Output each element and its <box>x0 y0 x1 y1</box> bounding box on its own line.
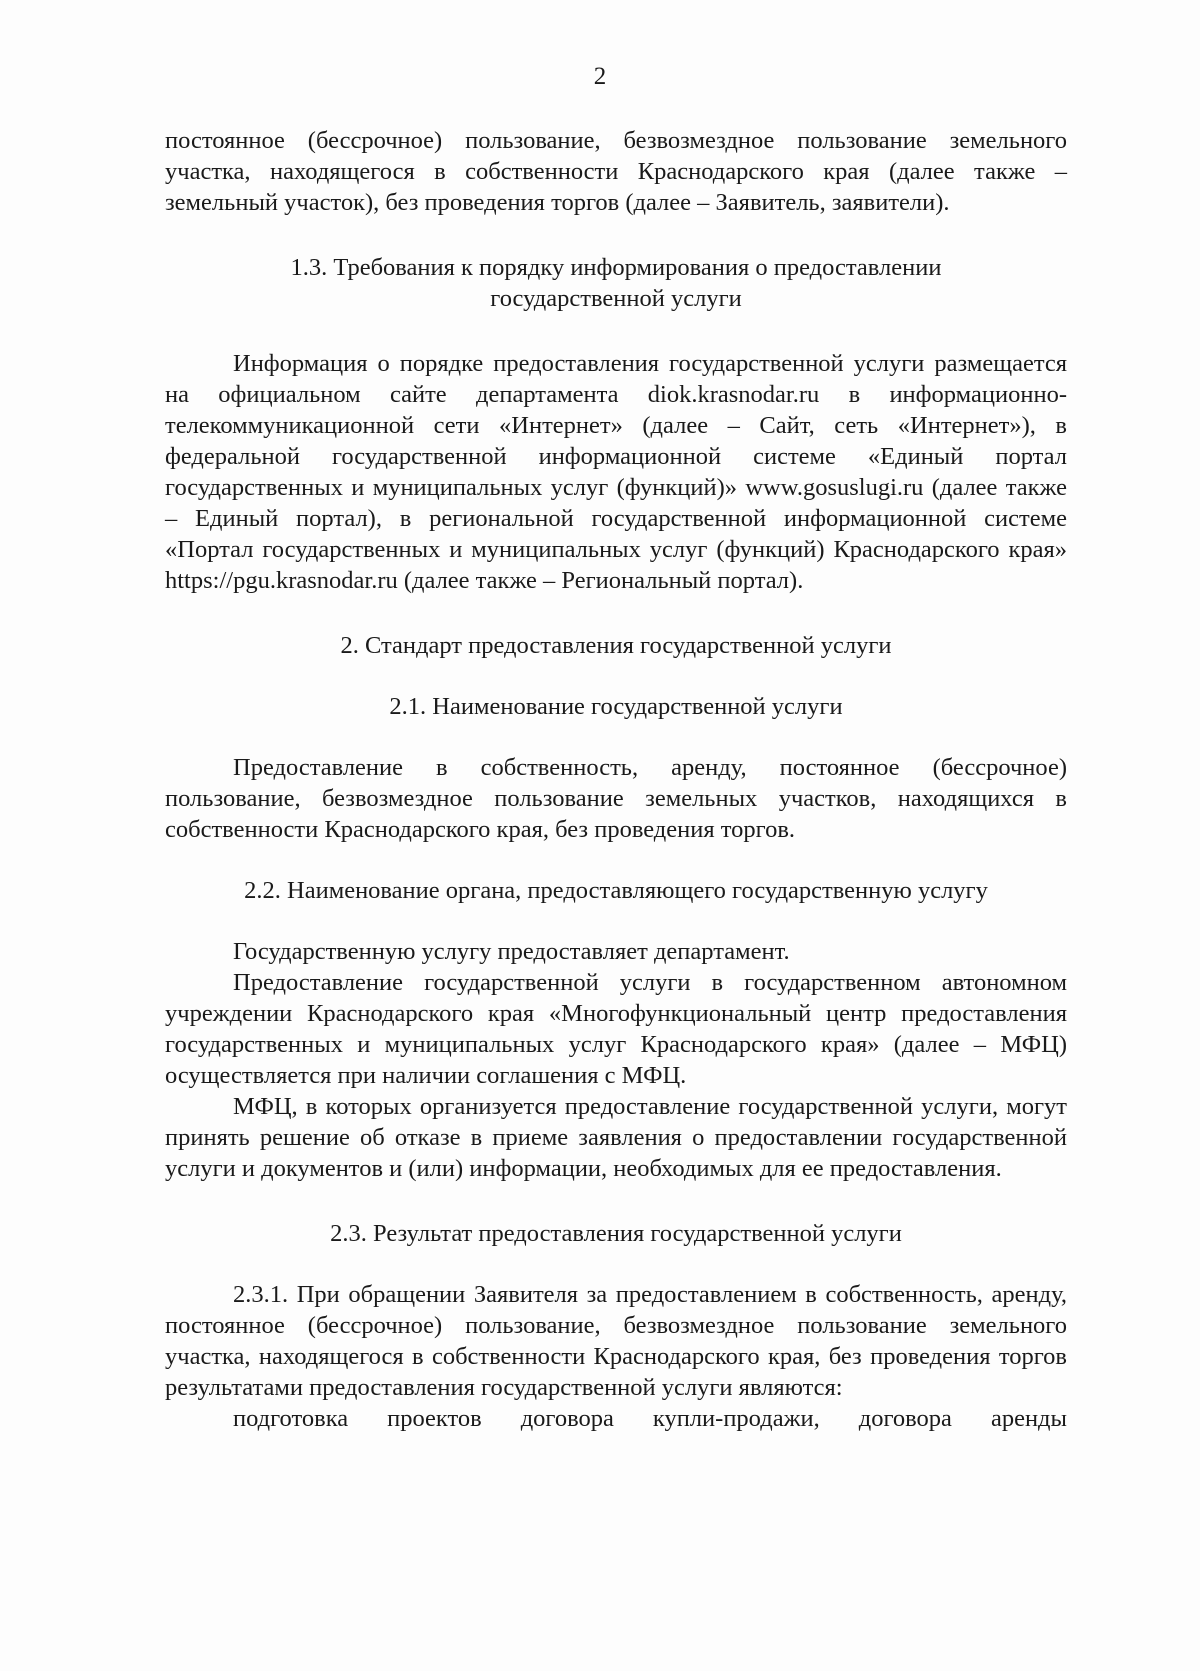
section-heading-1-3-line1: 1.3. Требования к порядку информирования о предоставлении <box>290 254 942 281</box>
paragraph-2-3-1-tail: подготовка проектов договора купли-продажи, договора аренды <box>233 1405 1067 1432</box>
paragraph-intro: постоянное (бессрочное) пользование, безвозмездное пользование земельного участка, находящегося в собственности Краснодарского края (далее также – земельный участок), без проведения торгов (далее – Заявитель, заявители). <box>165 127 1067 216</box>
spacer <box>165 314 1067 348</box>
section-heading-2-3: 2.3. Результат предоставления государственной услуги <box>330 1220 902 1247</box>
spacer <box>165 1184 1067 1218</box>
spacer <box>165 845 1067 875</box>
spacer <box>165 1249 1067 1279</box>
spacer <box>165 722 1067 752</box>
spacer <box>165 218 1067 252</box>
spacer <box>165 906 1067 936</box>
section-heading-2-1: 2.1. Наименование государственной услуги <box>389 693 843 720</box>
paragraph-2-2-b: Предоставление государственной услуги в государственном автономном учреждении Краснодарского края «Многофункциональный центр предоставления государственных и муниципальных услуг Краснодарского края» (далее – МФЦ) осуществляется при наличии соглашения с МФЦ. <box>165 969 1067 1089</box>
document-body <box>165 125 1067 1434</box>
paragraph-1-3-info: Информация о порядке предоставления государственной услуги размещается на официальном сайте департамента diok.krasnodar.ru в информационно-телекоммуникационной сети «Интернет» (далее – Сайт, сеть «Интернет»), в федеральной государственной информационной системе «Единый портал государственных и муниципальных услуг (функций)» www.gosuslugi.ru (далее также – Единый портал), в региональной государственной информационной системе «Портал государственных и муниципальных услуг (функций) Краснодарского края» https://pgu.krasnodar.ru (далее также – Региональный портал). <box>165 350 1067 594</box>
section-heading-1-3-line2: государственной услуги <box>490 285 742 312</box>
paragraph-2-1: Предоставление в собственность, аренду, постоянное (бессрочное) пользование, безвозмездное пользование земельных участков, находящихся в собственности Краснодарского края, без проведения торгов. <box>165 754 1067 843</box>
spacer <box>165 661 1067 691</box>
section-heading-2-2: 2.2. Наименование органа, предоставляющего государственную услугу <box>244 877 988 904</box>
paragraph-2-2-c: МФЦ, в которых организуется предоставление государственной услуги, могут принять решение об отказе в приеме заявления о предоставлении государственной услуги и документов и (или) информации, необходимых для ее предоставления. <box>165 1093 1067 1182</box>
spacer <box>165 596 1067 630</box>
paragraph-2-2-a: Государственную услугу предоставляет департамент. <box>233 938 790 965</box>
page-number: 2 <box>593 63 607 90</box>
section-heading-2: 2. Стандарт предоставления государственной услуги <box>340 632 892 659</box>
paragraph-2-3-1: 2.3.1. При обращении Заявителя за предоставлением в собственность, аренду, постоянное (бессрочное) пользование, безвозмездное пользование земельного участка, находящегося в собственности Краснодарского края, без проведения торгов результатами предоставления государственной услуги являются: <box>165 1281 1067 1401</box>
